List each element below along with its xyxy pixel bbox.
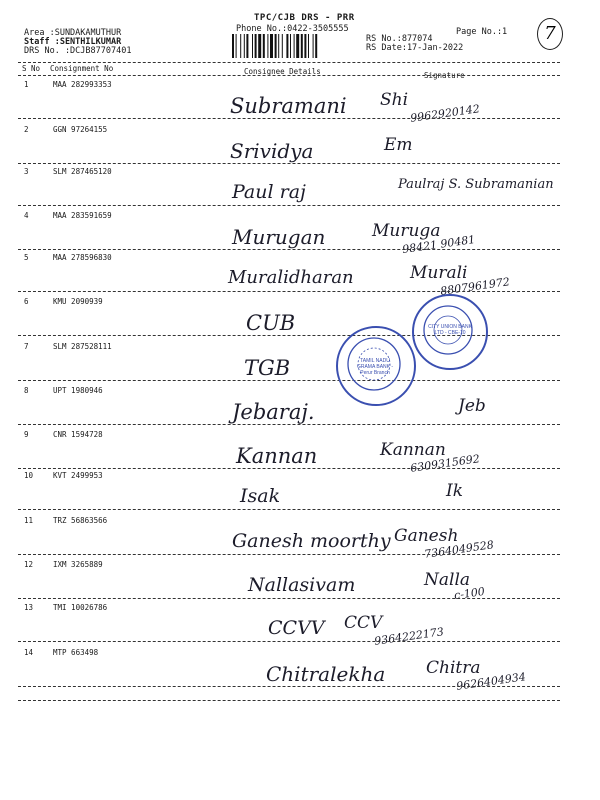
consignment-number: KMU 2090939 [53, 297, 103, 306]
row-number: 14 [24, 648, 34, 657]
signature-phone: c-100 [453, 584, 486, 603]
consignment-number: MAA 278596830 [53, 253, 112, 262]
page-number: Page No.:1 [456, 27, 508, 37]
consignment-number: SLM 287465120 [53, 167, 112, 176]
col-sno: S No [22, 64, 41, 73]
signature: Kannan [380, 440, 446, 460]
row-number: 4 [24, 211, 29, 220]
row-divider [18, 700, 560, 701]
staff-label: Staff :SENTHILKUMAR [24, 37, 122, 47]
signature: Jeb [458, 396, 486, 416]
consignment-number: KVT 2499953 [53, 471, 103, 480]
col-consignment: Consignment No [50, 64, 114, 73]
row-number: 13 [24, 603, 34, 612]
row-number: 2 [24, 125, 29, 134]
signature: Ik [446, 481, 464, 501]
row-divider [18, 291, 560, 292]
rs-date: RS Date:17-Jan-2022 [366, 43, 464, 53]
consignment-number: TMI 10026786 [53, 603, 108, 612]
row-number: 6 [24, 297, 29, 306]
bank-stamp-right [412, 294, 488, 370]
consignee-name: Murugan [232, 225, 326, 249]
col-consignee: Consignee Details [244, 67, 321, 76]
signature: Chitra [426, 658, 481, 678]
row-number: 1 [24, 80, 29, 89]
row-number: 12 [24, 560, 34, 569]
row-divider [18, 249, 560, 250]
consignment-number: IXM 3265889 [53, 560, 103, 569]
signature-phone: 6309315692 [409, 452, 481, 475]
signature: Em [384, 135, 413, 155]
consignee-name: Jebaraj. [232, 400, 315, 424]
row-number: 5 [24, 253, 29, 262]
consignee-name: Isak [240, 485, 281, 507]
consignee-name: CUB [246, 311, 296, 335]
bank-stamp-left [336, 326, 416, 406]
signature: Murali [410, 263, 468, 283]
row-number: 8 [24, 386, 29, 395]
consignee-name: Paul raj [232, 181, 306, 203]
signature: Paulraj S. Subramanian [398, 177, 554, 192]
consignment-number: TRZ 56863566 [53, 516, 108, 525]
row-number: 9 [24, 430, 29, 439]
consignment-number: MAA 283591659 [53, 211, 112, 220]
signature: Muruga [372, 221, 441, 241]
row-divider [18, 641, 560, 642]
row-divider [18, 380, 560, 381]
bank-stamp-left-text: TAMIL NADU GRAMA BANK - Perur Branch [356, 358, 394, 376]
consignee-name: Nallasivam [248, 574, 356, 596]
consignee-name: TGB [244, 356, 291, 380]
consignment-number: MTP 663498 [53, 648, 99, 657]
signature-phone: 7364049528 [423, 538, 495, 561]
row-divider [18, 424, 560, 425]
consignment-number: GGN 97264155 [53, 125, 108, 134]
row-divider [18, 509, 560, 510]
row-divider [18, 468, 560, 469]
signature: CCV [344, 613, 383, 633]
consignee-name: Chitralekha [266, 662, 386, 686]
barcode [232, 34, 364, 58]
drs-number: DRS No. :DCJB87707401 [24, 46, 132, 56]
page-mark-handwritten: 7 [537, 18, 563, 50]
signature: Shi [380, 90, 409, 110]
area-label: Area :SUNDAKAMUTHUR [24, 28, 122, 38]
bank-stamp-right-text: CITY UNION BANK LTD - CBE-10 [428, 324, 472, 336]
phone-number: Phone No.:0422-3505555 [236, 24, 349, 34]
signature-phone: 98421 90481 [401, 232, 477, 257]
divider [18, 75, 560, 76]
row-number: 11 [24, 516, 34, 525]
signature-phone: 9962920142 [409, 102, 481, 125]
row-divider [18, 686, 560, 687]
consignment-number: MAA 282993353 [53, 80, 112, 89]
row-divider [18, 205, 560, 206]
row-number: 10 [24, 471, 34, 480]
signature: Ganesh [394, 526, 459, 546]
signature-phone: 9364222173 [373, 625, 445, 648]
consignee-name: Ganesh moorthy [232, 530, 391, 552]
rs-number: RS No.:877074 [366, 34, 433, 44]
divider [18, 62, 560, 63]
consignment-number: CNR 1594728 [53, 430, 103, 439]
consignee-name: Kannan [236, 444, 318, 468]
consignment-number: UPT 1980946 [53, 386, 103, 395]
row-divider [18, 163, 560, 164]
consignee-name: Muralidharan [228, 267, 354, 288]
signature: Nalla [424, 570, 471, 590]
consignee-name: Subramani [230, 94, 347, 118]
row-number: 7 [24, 342, 29, 351]
col-signature: Signature [424, 71, 465, 80]
row-divider [18, 118, 560, 119]
signature-phone: 8807961972 [439, 275, 511, 298]
signature-phone: 9626404934 [455, 670, 527, 693]
consignment-number: SLM 287528111 [53, 342, 112, 351]
consignee-name: Srividya [230, 139, 314, 163]
row-divider [18, 598, 560, 599]
row-divider [18, 554, 560, 555]
consignee-name: CCVV [268, 617, 325, 639]
sheet-title: TPC/CJB DRS - PRR [254, 13, 355, 23]
row-number: 3 [24, 167, 29, 176]
